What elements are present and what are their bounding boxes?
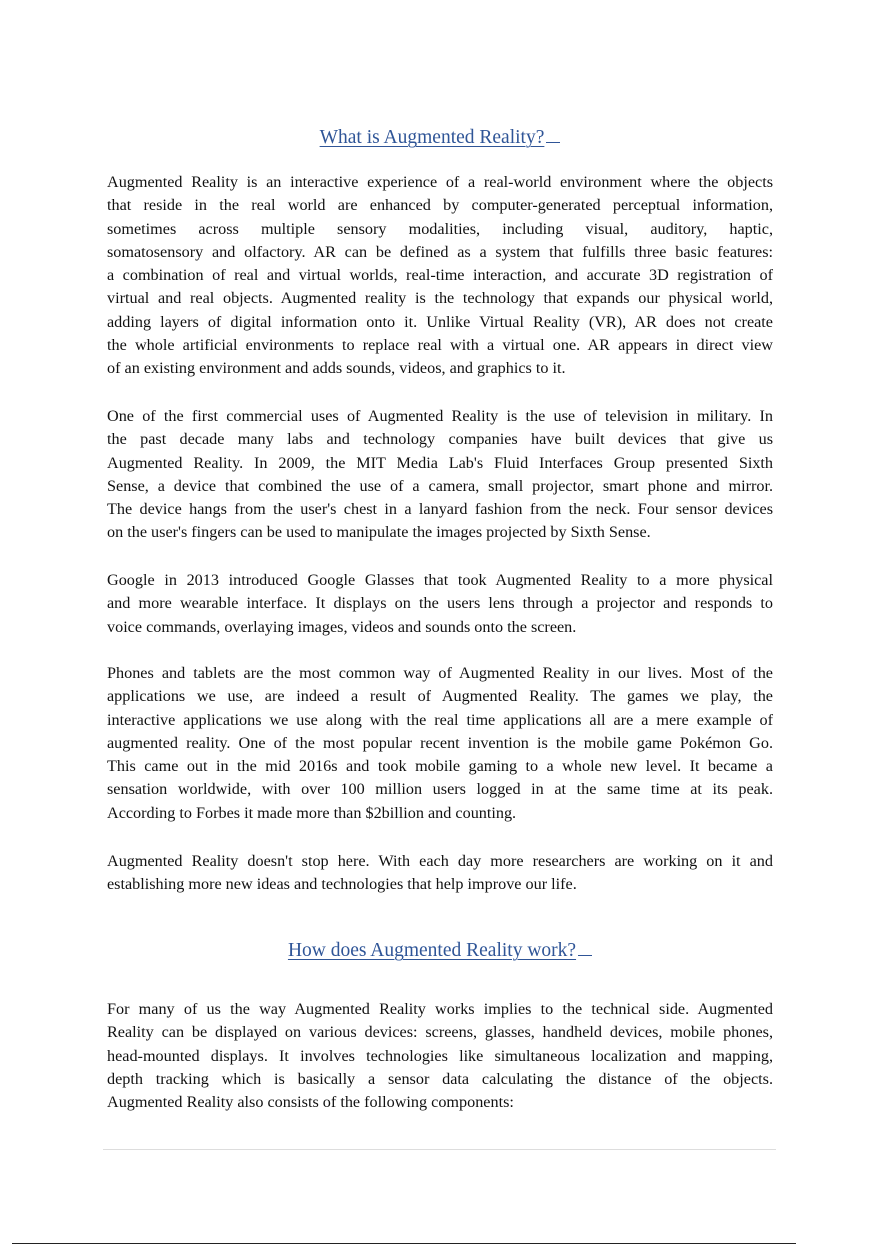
text-line: the whole artificial environments to replace real with a virtual one. AR appears in direct view — [107, 336, 773, 355]
text-line: virtual and real objects. Augmented reality is the technology that expands our physical world, — [107, 289, 773, 308]
text-line: For many of us the way Augmented Reality works implies to the technical side. Augmented — [107, 1000, 773, 1018]
text-line: the past decade many labs and technology companies have built devices that give us — [107, 430, 773, 449]
paragraph-definition — [107, 171, 773, 381]
text-line: adding layers of digital information onto it. Unlike Virtual Reality (VR), AR does not create — [107, 312, 773, 331]
section-heading-how-ar-works: How does Augmented Reality work? — [0, 938, 880, 962]
text-line: depth tracking which is basically a sensor data calculating the distance of the objects. — [107, 1069, 773, 1088]
paragraph-phones-tablets — [107, 662, 773, 825]
text-line: of an existing environment and adds sounds, videos, and graphics to it. — [107, 359, 566, 378]
text-line: Reality can be displayed on various devices: screens, glasses, handheld devices, mobile phones, — [107, 1023, 773, 1042]
section-heading-what-is-ar: What is Augmented Reality? — [0, 125, 880, 149]
text-line: Augmented Reality doesn't stop here. With each day more researchers are working on it and — [107, 852, 773, 870]
text-line: sometimes across multiple sensory modalities, including visual, auditory, haptic, — [107, 219, 773, 238]
text-line: Augmented Reality is an interactive experience of a real-world environment where the objects — [107, 173, 773, 191]
text-line: head-mounted displays. It involves technologies like simultaneous localization and mapping, — [107, 1046, 773, 1065]
paragraph-history — [107, 405, 773, 545]
text-line: and more wearable interface. It displays on the users lens through a projector and responds to — [107, 594, 773, 613]
text-line: This came out in the mid 2016s and took mobile gaming to a whole new level. It became a — [107, 757, 773, 776]
text-line: Google in 2013 introduced Google Glasses that took Augmented Reality to a more physical — [107, 571, 773, 589]
text-line: sensation worldwide, with over 100 million users logged in at the same time at its peak. — [107, 780, 773, 799]
heading-underline-trail — [546, 125, 560, 143]
text-line: Phones and tablets are the most common way of Augmented Reality in our lives. Most of the — [107, 664, 773, 682]
text-line: Augmented Reality. In 2009, the MIT Media Lab's Fluid Interfaces Group presented Sixth — [107, 453, 773, 472]
paragraph-how-it-works — [107, 998, 773, 1114]
page-bottom-border — [12, 1243, 796, 1244]
text-line: According to Forbes it made more than $2billion and counting. — [107, 803, 517, 822]
text-line: Sense, a device that combined the use of a camera, small projector, smart phone and mirror. — [107, 476, 773, 495]
text-line: interactive applications we use along with the real time applications all are a mere example of — [107, 710, 773, 729]
text-line: somatosensory and olfactory. AR can be defined as a system that fulfills three basic features: — [107, 242, 773, 261]
text-line: establishing more new ideas and technologies that help improve our life. — [107, 875, 577, 894]
text-line: Augmented Reality also consists of the following components: — [107, 1093, 514, 1112]
text-line: One of the first commercial uses of Augmented Reality is the use of television in military. In — [107, 407, 773, 425]
paragraph-future — [107, 850, 773, 897]
text-line: that reside in the real world are enhanced by computer-generated perceptual information, — [107, 196, 773, 215]
paragraph-google-glass — [107, 569, 773, 639]
heading-underline-trail — [578, 938, 592, 956]
text-line: voice commands, overlaying images, videos and sounds onto the screen. — [107, 617, 577, 636]
text-line: applications we use, are indeed a result of Augmented Reality. The games we play, the — [107, 687, 773, 706]
text-line: a combination of real and virtual worlds, real-time interaction, and accurate 3D registration of — [107, 266, 773, 285]
text-line: on the user's fingers can be used to manipulate the images projected by Sixth Sense. — [107, 523, 651, 542]
text-line: augmented reality. One of the most popular recent invention is the mobile game Pokémon Go. — [107, 733, 773, 752]
page-footer-rule — [103, 1149, 776, 1150]
text-line: The device hangs from the user's chest in a lanyard fashion from the neck. Four sensor devices — [107, 500, 773, 519]
